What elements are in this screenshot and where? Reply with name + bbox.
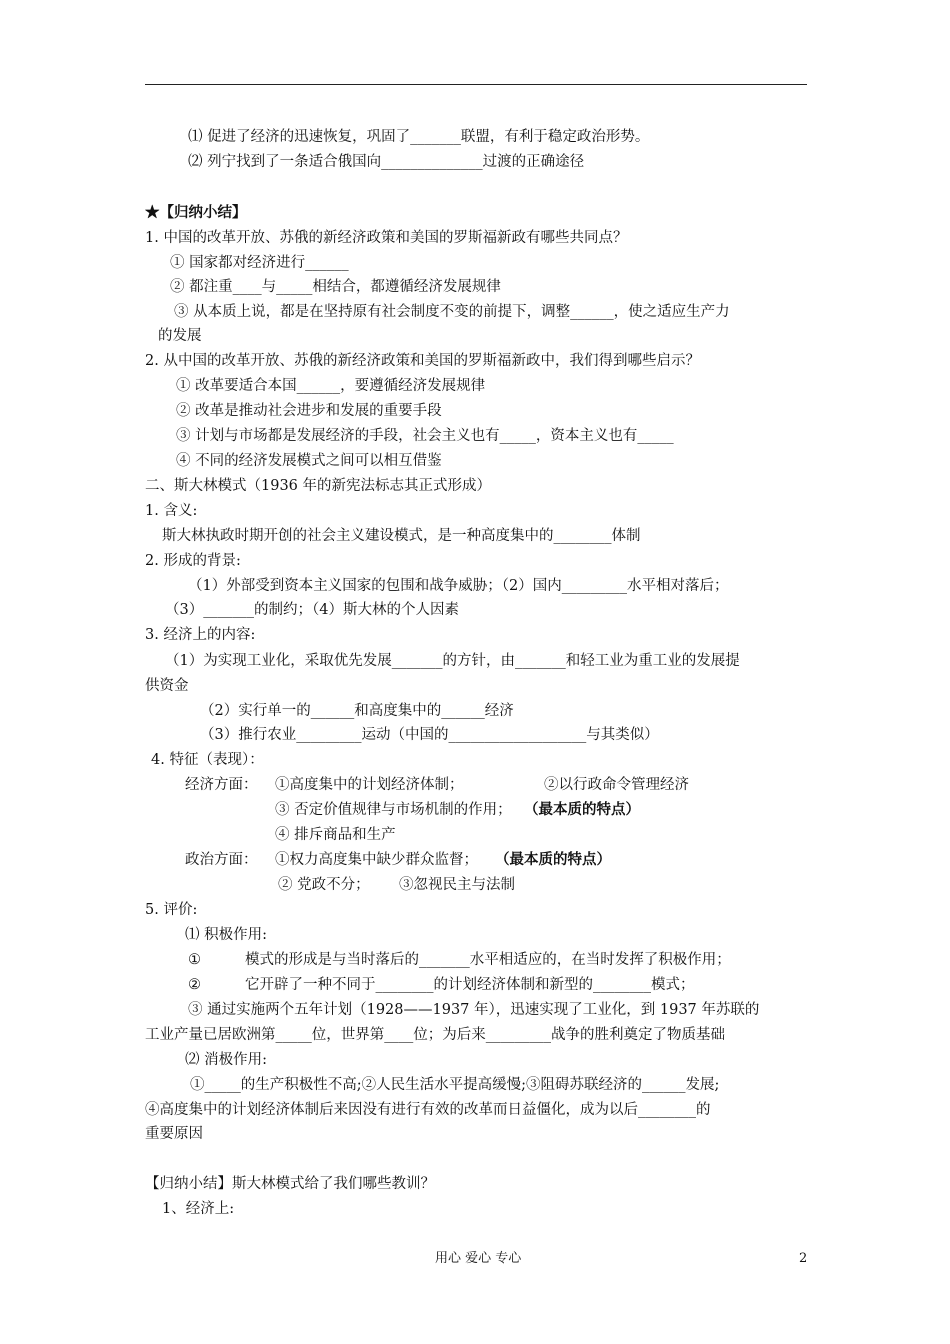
text-line: ⑵ 列宁找到了一条适合俄国向______________过渡的正确途径 xyxy=(188,154,585,170)
label: 经济方面： xyxy=(185,777,258,793)
subheading: 1. 含义: xyxy=(145,503,198,519)
text-line: ①_____的生产积极性不高;②人民生活水平提高缓慢;③阻碍苏联经济的______发展; xyxy=(190,1077,720,1093)
list-marker: ② xyxy=(188,977,201,993)
subheading: ⑵ 消极作用: xyxy=(185,1052,267,1068)
text-line: 模式的形成是与当时落后的_______水平相适应的，在当时发挥了积极作用； xyxy=(245,952,731,968)
text-line: ③ 通过实施两个五年计划（1928——1937 年），迅速实现了工业化，到 1937 年苏联的 xyxy=(188,1002,760,1018)
text-line: ② 党政不分； xyxy=(278,877,370,893)
subheading: ⑴ 积极作用: xyxy=(185,927,267,943)
section-heading: 二、斯大林模式（1936 年的新宪法标志其正式形成） xyxy=(145,478,492,494)
text-line: 工业产量已居欧洲第_____位，世界第____位；为后来_________战争的胜利奠定了物质基础 xyxy=(145,1027,725,1043)
text-line: ①高度集中的计划经济体制； xyxy=(275,777,464,793)
text-line: ② 改革是推动社会进步和发展的重要手段 xyxy=(176,403,442,419)
subheading: 2. 形成的背景: xyxy=(145,553,241,569)
text-line: ②以行政命令管理经济 xyxy=(544,777,689,793)
text-line: ③ 否定价值规律与市场机制的作用； xyxy=(275,802,512,818)
text-line: ③ 从本质上说，都是在坚持原有社会制度不变的前提下，调整______，使之适应生产力 xyxy=(174,304,730,320)
text-line: ③ 计划与市场都是发展经济的手段，社会主义也有_____，资本主义也有_____ xyxy=(176,428,674,444)
text-line: ① 国家都对经济进行______ xyxy=(170,255,349,271)
text-line: （3）_______的制约；（4）斯大林的个人因素 xyxy=(165,602,459,618)
emphasis: （最本质的特点） xyxy=(495,851,611,868)
text-line: （1）外部受到资本主义国家的包围和战争威胁；（2）国内_________水平相对落后； xyxy=(188,578,729,594)
text-line: ⑴ 促进了经济的迅速恢复，巩固了_______联盟，有利于稳定政治形势。 xyxy=(188,129,650,145)
emphasis: （最本质的特点） xyxy=(524,801,640,818)
section-heading: 【归纳小结】斯大林模式给了我们哪些教训？ xyxy=(145,1176,435,1192)
text-line: 它开辟了一种不同于________的计划经济体制和新型的________模式； xyxy=(245,977,695,993)
text-line: ④高度集中的计划经济体制后来因没有进行有效的改革而日益僵化，成为以后________的 xyxy=(145,1102,711,1118)
text-line: 的发展 xyxy=(158,328,202,344)
text-line: 斯大林执政时期开创的社会主义建设模式，是一种高度集中的________体制 xyxy=(162,528,641,544)
list-marker: ① xyxy=(188,952,201,968)
text-line: ① 改革要适合本国______，要遵循经济发展规律 xyxy=(176,378,486,394)
subheading: 3. 经济上的内容: xyxy=(145,627,256,643)
section-heading: ★【归纳小结】 xyxy=(145,204,247,221)
text-line: 供资金 xyxy=(145,678,189,694)
footer-motto: 用心 爱心 专心 xyxy=(435,1251,522,1266)
subheading: 5. 评价: xyxy=(145,902,198,918)
text-line: ② 都注重____与_____相结合，都遵循经济发展规律 xyxy=(170,279,501,295)
text-line: ④ 不同的经济发展模式之间可以相互借鉴 xyxy=(176,453,442,469)
page-number: 2 xyxy=(799,1251,808,1266)
subheading: 4. 特征（表现）： xyxy=(151,752,264,768)
text-line: 重要原因 xyxy=(145,1126,203,1142)
question: 1. 中国的改革开放、苏俄的新经济政策和美国的罗斯福新政有哪些共同点？ xyxy=(145,230,628,246)
text-line: ①权力高度集中缺少群众监督； xyxy=(275,852,478,868)
text-line: （2）实行单一的______和高度集中的______经济 xyxy=(200,703,514,719)
text-line: ③忽视民主与法制 xyxy=(399,877,515,893)
label: 政治方面： xyxy=(185,852,258,868)
subheading: 1、经济上: xyxy=(162,1201,235,1217)
text-line: （1）为实现工业化，采取优先发展_______的方针，由_______和轻工业为重工业的发展提 xyxy=(165,653,740,669)
header-rule xyxy=(145,84,807,85)
question: 2. 从中国的改革开放、苏俄的新经济政策和美国的罗斯福新政中，我们得到哪些启示？ xyxy=(145,353,700,369)
text-line: （3）推行农业_________运动（中国的___________________与其类似） xyxy=(200,727,659,743)
text-line: ④ 排斥商品和生产 xyxy=(275,827,396,843)
